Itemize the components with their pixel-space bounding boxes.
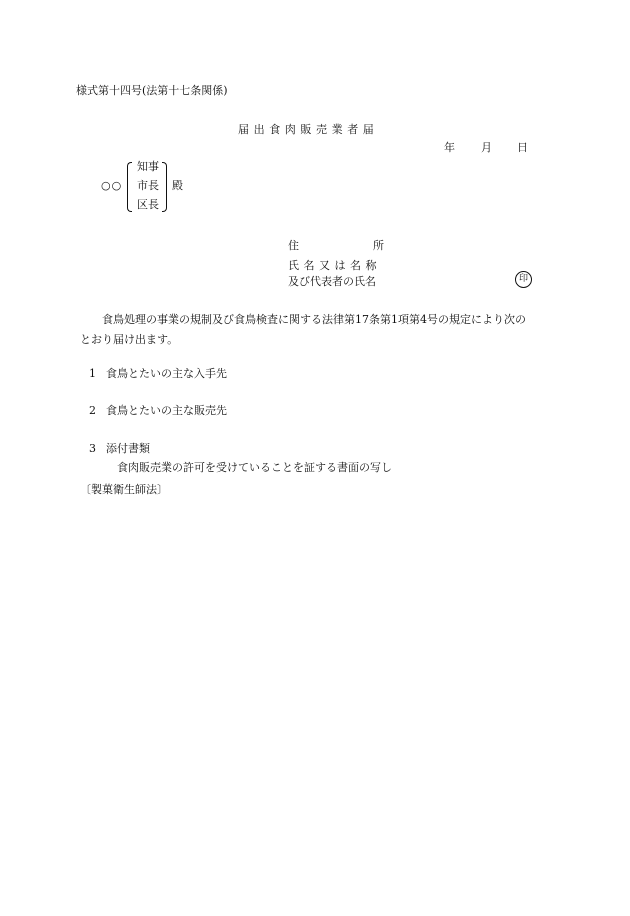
sender-representative-label: 及び代表者の氏名 (288, 275, 376, 288)
date-day-label: 日 (517, 141, 528, 154)
body-line: とおり届け出ます。 (80, 333, 179, 346)
left-brace (127, 162, 132, 212)
date-month-label: 月 (481, 141, 492, 154)
item-text: 食鳥とたいの主な入手先 (106, 367, 227, 380)
item-number: 3 (89, 442, 96, 455)
document-title: 届出食肉販売業者届 (238, 123, 379, 136)
addressee-title-mayor: 市長 (137, 179, 159, 192)
addressee-title-governor: 知事 (137, 160, 159, 173)
addressee-title-ward-mayor: 区長 (137, 198, 159, 211)
sender-name-label: 氏名又は名称 (288, 259, 381, 272)
addressee-honorific: 殿 (172, 179, 183, 192)
item-text: 食鳥とたいの主な販売先 (106, 404, 227, 417)
item-number: 2 (89, 404, 96, 417)
sender-address-label-start: 住 (288, 239, 299, 252)
body-line: 食鳥処理の事業の規制及び食鳥検査に関する法律第17条第1項第4号の規定により次の (102, 313, 526, 326)
attachment-detail: 食肉販売業の許可を受けていることを証する書面の写し (117, 461, 392, 474)
date-year-label: 年 (444, 141, 455, 154)
body-paragraph (80, 310, 560, 350)
addressee-placeholder: ○○ (101, 179, 123, 192)
item-number: 1 (89, 367, 96, 380)
law-reference: 〔製菓衛生師法〕 (80, 483, 168, 496)
item-text: 添付書類 (106, 442, 150, 455)
right-brace (162, 162, 167, 212)
seal-mark: 印 (515, 271, 532, 288)
sender-address-label-end: 所 (373, 239, 384, 252)
form-label: 様式第十四号(法第十七条関係) (76, 84, 228, 97)
